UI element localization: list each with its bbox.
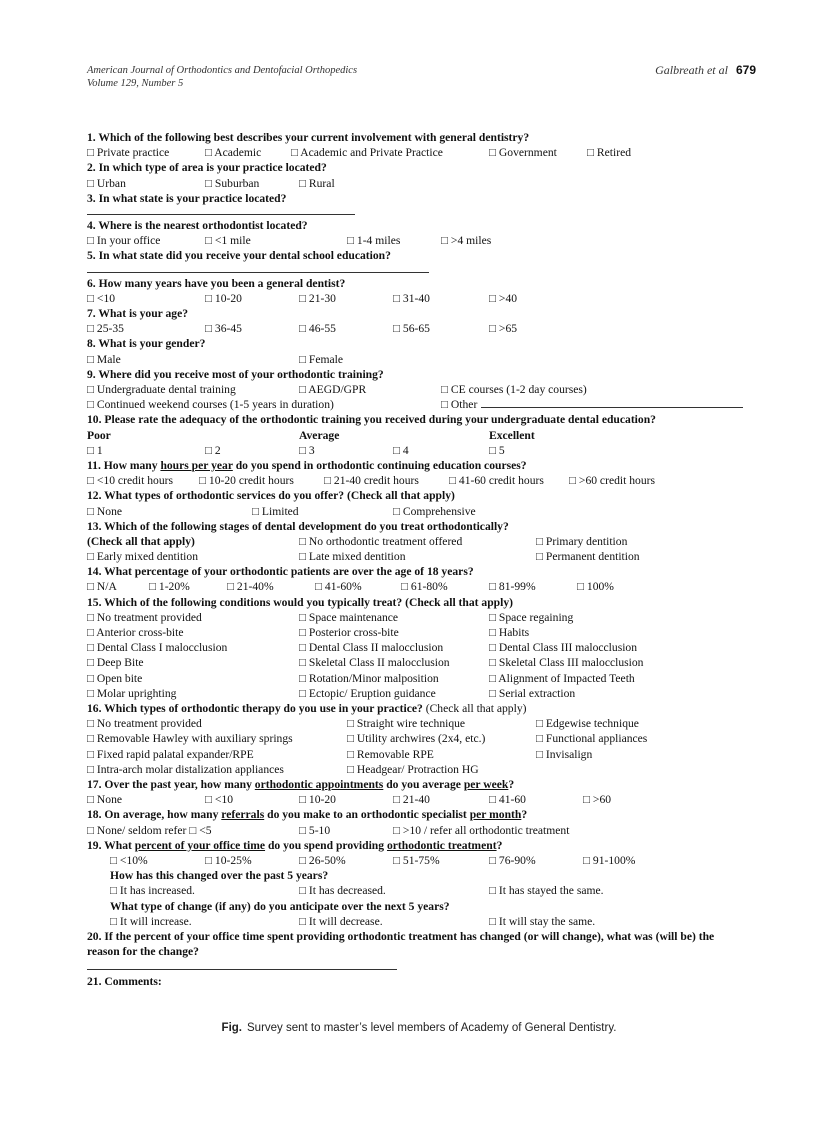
option: □ <10% [110, 853, 148, 867]
question-15: 15. Which of the following conditions would you typically treat? (Check all that apply) [87, 595, 513, 609]
option: □ Alignment of Impacted Teeth [489, 671, 635, 685]
option: □ >60 credit hours [569, 474, 655, 488]
option: □ 1 [87, 443, 103, 457]
question-3: 3. In what state is your practice located? [87, 191, 287, 205]
q19-underline: percent of your office time [134, 838, 266, 852]
option: □ Invisalign [536, 747, 593, 761]
question-5: 5. In what state did you receive your dental school education? [87, 249, 391, 263]
survey-figure [87, 130, 727, 990]
question-12: 12. What types of orthodontic services do you offer? (Check all that apply) [87, 489, 455, 503]
option: □ Late mixed dentition [299, 550, 406, 564]
answer-line [481, 398, 743, 408]
options-row [87, 731, 727, 746]
options-row [87, 625, 727, 640]
option: □ 26-50% [299, 853, 346, 867]
option: □ Functional appliances [536, 732, 648, 746]
option: □ 4 [393, 443, 409, 457]
q17-underline: per week [463, 777, 509, 791]
options-row [87, 762, 727, 777]
option: □ Primary dentition [536, 534, 628, 548]
option: □ >65 [489, 322, 518, 336]
option: □ Dental Class I malocclusion [87, 641, 228, 655]
scale-label: Average [299, 428, 340, 442]
q18-underline: per month [469, 808, 522, 822]
question-19-sub-2: What type of change (if any) do you anticipate over the next 5 years? [110, 899, 450, 913]
options-row [87, 747, 727, 762]
options-row [87, 397, 727, 412]
option: □ 81-99% [489, 580, 536, 594]
option: □ >60 [583, 793, 612, 807]
option: □ <1 mile [205, 234, 251, 248]
option: □ 10-25% [205, 853, 252, 867]
option: □ <10 [205, 793, 234, 807]
option: □ 1-20% [149, 580, 190, 594]
option: □ Early mixed dentition [87, 550, 199, 564]
options-row [87, 686, 727, 701]
q19-text: do you spend providing [265, 838, 387, 852]
q16-text: 16. Which types of orthodontic therapy do you use in your practice? [87, 701, 423, 715]
q16-note: (Check all that apply) [422, 701, 527, 715]
option: □ Urban [87, 176, 126, 190]
option: □ Private practice [87, 146, 170, 160]
q17-text: 17. Over the past year, how many [87, 777, 255, 791]
option: □ Limited [252, 504, 299, 518]
journal-title: American Journal of Orthodontics and Dentofacial Orthopedics [87, 65, 358, 76]
option: □ Male [87, 352, 121, 366]
option: □ Suburban [205, 176, 260, 190]
option: □ It has decreased. [299, 884, 386, 898]
question-14: 14. What percentage of your orthodontic patients are over the age of 18 years? [87, 565, 474, 579]
options-row [87, 443, 727, 458]
options-row [87, 291, 727, 306]
option: □ Molar uprighting [87, 686, 177, 700]
option: □ 56-65 [393, 322, 430, 336]
options-row [87, 233, 727, 248]
option: □ Permanent dentition [536, 550, 640, 564]
option: □ 21-40 credit hours [324, 474, 419, 488]
scale-label: Excellent [489, 428, 535, 442]
q11-text: do you spend in orthodontic continuing education courses? [232, 458, 527, 472]
option: □ Dental Class II malocclusion [299, 641, 444, 655]
scale-label: Poor [87, 428, 111, 442]
q18-text: 18. On average, how many [87, 808, 222, 822]
option: □ 41-60 [489, 793, 526, 807]
option: □ 21-30 [299, 291, 336, 305]
options-row [87, 610, 727, 625]
option: □ It has increased. [110, 884, 195, 898]
option: □ Government [489, 146, 557, 160]
options-row [87, 352, 727, 367]
option: □ >4 miles [441, 234, 492, 248]
option: □ Edgewise technique [536, 717, 639, 731]
option: □ Ectopic/ Eruption guidance [299, 686, 436, 700]
options-row [87, 321, 727, 336]
option: □ N/A [87, 580, 117, 594]
option: □ 41-60% [315, 580, 362, 594]
option: □ It will increase. [110, 914, 192, 928]
q19-underline: orthodontic treatment [386, 838, 497, 852]
option: □ Removable Hawley with auxiliary springs [87, 732, 293, 746]
option: □ 1-4 miles [347, 234, 401, 248]
option: □ 61-80% [401, 580, 448, 594]
option: □ >40 [489, 291, 518, 305]
option: □ Space regaining [489, 610, 574, 624]
q17-text: do you average [383, 777, 464, 791]
running-header-page [655, 63, 756, 78]
options-row [87, 504, 727, 519]
q11-text: 11. How many [87, 458, 161, 472]
question-6: 6. How many years have you been a general dentist? [87, 276, 346, 290]
option: □ In your office [87, 234, 161, 248]
option: □ Straight wire technique [347, 717, 466, 731]
option: □ Skeletal Class III malocclusion [489, 656, 644, 670]
options-row [87, 579, 727, 594]
question-2: 2. In which type of area is your practice located? [87, 161, 327, 175]
option-label: □ Other [441, 398, 478, 412]
option: □ None/ seldom refer □ <5 [87, 823, 212, 837]
option: □ 46-55 [299, 322, 336, 336]
options-row [87, 716, 727, 731]
q18-text: ? [521, 808, 528, 822]
option: □ Deep Bite [87, 656, 144, 670]
options-row [87, 473, 727, 488]
option: □ <10 [87, 291, 116, 305]
options-row [87, 671, 727, 686]
option: □ 5-10 [299, 823, 331, 837]
option: □ None [87, 504, 123, 518]
option: □ Open bite [87, 671, 143, 685]
option: □ Dental Class III malocclusion [489, 641, 638, 655]
option: □ It will stay the same. [489, 914, 596, 928]
option: □ No treatment provided [87, 610, 202, 624]
question-1: 1. Which of the following best describes your current involvement with general dentistry? [87, 131, 530, 144]
option: □ Rotation/Minor malposition [299, 671, 439, 685]
option: □ Academic and Private Practice [291, 146, 443, 160]
option: □ 36-45 [205, 322, 242, 336]
question-17 [87, 777, 727, 792]
q11-underline: hours per year [160, 458, 233, 472]
option: □ Academic [205, 146, 262, 160]
option: □ 31-40 [393, 291, 430, 305]
question-8: 8. What is your gender? [87, 337, 206, 351]
option: □ 51-75% [393, 853, 440, 867]
option: □ Removable RPE [347, 747, 434, 761]
answer-line [87, 272, 429, 273]
q17-text: ? [508, 777, 515, 791]
question-13: 13. Which of the following stages of dental development do you treat orthodontically? [87, 519, 509, 533]
options-row [87, 823, 727, 838]
options-row [87, 655, 727, 670]
option: □ 3 [299, 443, 315, 457]
option: □ 100% [577, 580, 614, 594]
question-19-sub-1: How has this changed over the past 5 years? [110, 869, 329, 883]
q18-text: do you make to an orthodontic specialist [264, 808, 470, 822]
option: □ No orthodontic treatment offered [299, 534, 463, 548]
option: □ Posterior cross-bite [299, 626, 399, 640]
option: □ Headgear/ Protraction HG [347, 762, 479, 776]
option: □ Retired [587, 146, 632, 160]
option: □ Comprehensive [393, 504, 476, 518]
option: □ Female [299, 352, 344, 366]
question-7: 7. What is your age? [87, 306, 189, 320]
option: □ Space maintenance [299, 610, 399, 624]
options-row [87, 853, 727, 868]
question-10: 10. Please rate the adequacy of the orthodontic training you received during your undergraduate dental education? [87, 413, 656, 427]
option: □ Undergraduate dental training [87, 382, 236, 396]
option: □ 10-20 credit hours [199, 474, 294, 488]
options-row [87, 640, 727, 655]
journal-volume: Volume 129, Number 5 [87, 78, 184, 89]
option: □ 10-20 [205, 291, 242, 305]
question-11 [87, 458, 727, 473]
option: □ 41-60 credit hours [449, 474, 544, 488]
options-row [87, 382, 727, 397]
option: □ 21-40% [227, 580, 274, 594]
q13-instruction: (Check all that apply) [87, 534, 195, 548]
option: □ 91-100% [583, 853, 636, 867]
caption-label: Fig. [221, 1022, 242, 1034]
q17-underline: orthodontic appointments [254, 777, 384, 791]
options-row [87, 883, 727, 898]
option: □ CE courses (1-2 day courses) [441, 382, 587, 396]
running-header-journal [87, 64, 357, 90]
option: □ Utility archwires (2x4, etc.) [347, 732, 486, 746]
answer-line [87, 214, 355, 215]
option: □ >10 / refer all orthodontic treatment [393, 823, 570, 837]
option: □ 25-35 [87, 322, 124, 336]
question-19 [87, 838, 727, 853]
answer-line [87, 969, 397, 970]
figure-caption [0, 1022, 838, 1034]
question-20: 20. If the percent of your office time spent providing orthodontic treatment has changed (or will change), what was (will be) the reason for the change? [87, 929, 715, 959]
options-row [87, 145, 727, 160]
caption-text: Survey sent to master’s level members of Academy of General Dentistry. [247, 1022, 617, 1034]
option: □ <10 credit hours [87, 474, 173, 488]
authors: Galbreath et al [655, 63, 728, 77]
q18-underline: referrals [221, 808, 265, 822]
option: □ 5 [489, 443, 505, 457]
option: □ 76-90% [489, 853, 536, 867]
page-number: 679 [735, 63, 756, 77]
option: □ Serial extraction [489, 686, 576, 700]
options-row [87, 792, 727, 807]
question-4: 4. Where is the nearest orthodontist located? [87, 218, 308, 232]
options-row [87, 534, 727, 549]
option: □ It will decrease. [299, 914, 383, 928]
options-row [87, 549, 727, 564]
option: □ Continued weekend courses (1-5 years in duration) [87, 398, 334, 412]
option: □ Intra-arch molar distalization appliances [87, 762, 284, 776]
options-row [87, 914, 727, 929]
question-18 [87, 807, 727, 822]
question-16 [87, 701, 727, 716]
option: □ No treatment provided [87, 717, 202, 731]
option: □ 2 [205, 443, 221, 457]
question-9: 9. Where did you receive most of your orthodontic training? [87, 367, 384, 381]
option-other [441, 397, 743, 412]
option: □ Anterior cross-bite [87, 626, 184, 640]
q19-text: ? [496, 838, 503, 852]
q19-text: 19. What [87, 838, 135, 852]
option: □ Fixed rapid palatal expander/RPE [87, 747, 254, 761]
option: □ Rural [299, 176, 335, 190]
option: □ Skeletal Class II malocclusion [299, 656, 450, 670]
option: □ AEGD/GPR [299, 382, 367, 396]
options-row [87, 176, 727, 191]
option: □ It has stayed the same. [489, 884, 604, 898]
option: □ 21-40 [393, 793, 430, 807]
option: □ Habits [489, 626, 530, 640]
scale-labels [87, 428, 727, 443]
option: □ None [87, 793, 123, 807]
option: □ 10-20 [299, 793, 336, 807]
question-21: 21. Comments: [87, 975, 162, 989]
